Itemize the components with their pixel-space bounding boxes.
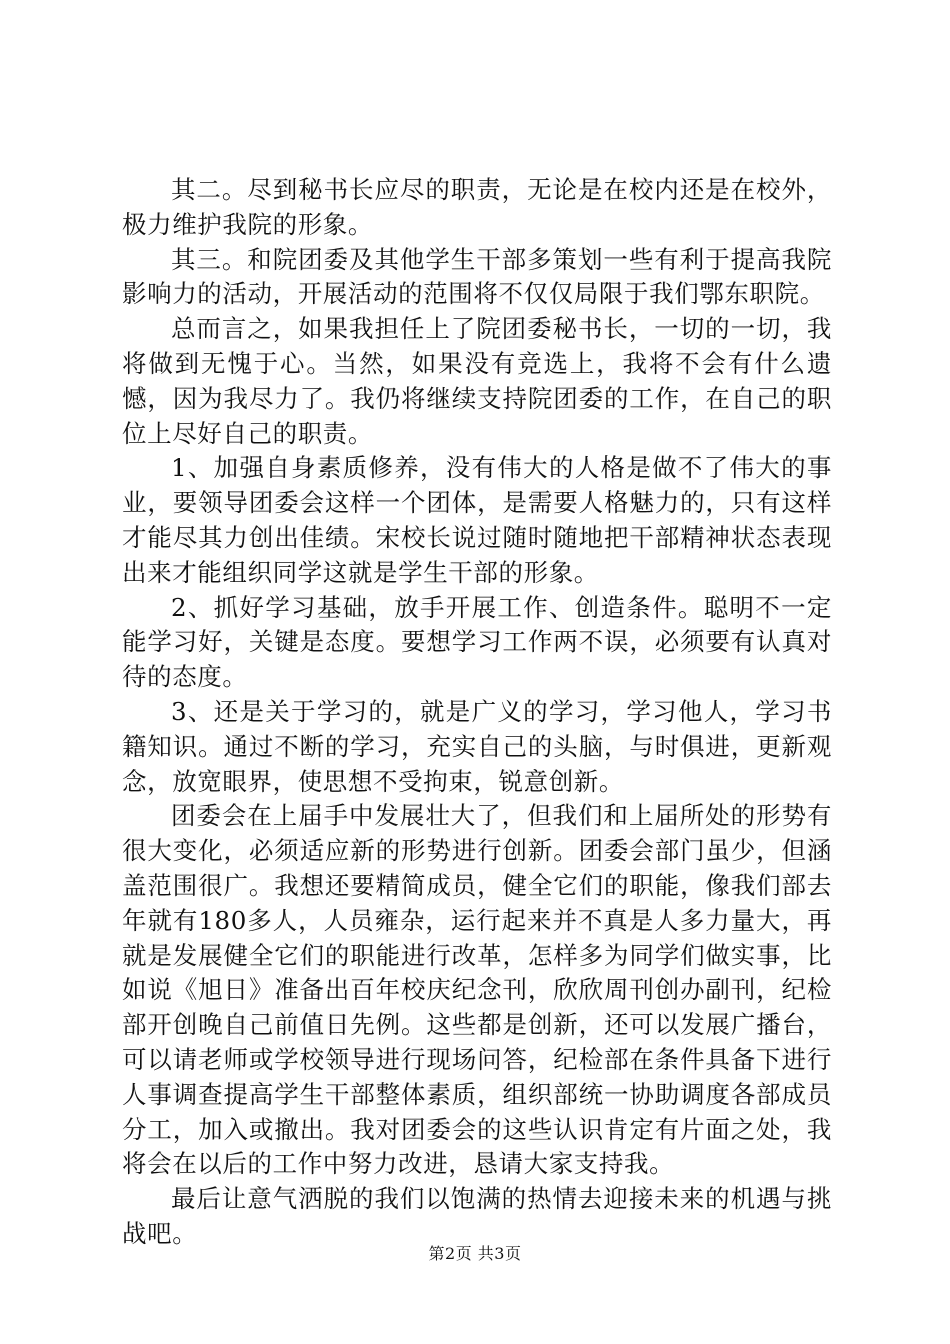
paragraph-2: 其三。和院团委及其他学生干部多策划一些有利于提高我院影响力的活动，开展活动的范围将不仅仅局限于我们鄂东职院。 bbox=[122, 244, 832, 309]
paragraph-4: 1、加强自身素质修养，没有伟大的人格是做不了伟大的事业，要领导团委会这样一个团体，是需要人格魅力的，只有这样才能尽其力创出佳绩。宋校长说过随时随地把干部精神状态表现出来才能组织同学这就是学生干部的形象。 bbox=[122, 453, 832, 587]
paragraph-6: 3、还是关于学习的，就是广义的学习，学习他人，学习书籍知识。通过不断的学习，充实自己的头脑，与时俱进，更新观念，放宽眼界，使思想不受拘束，锐意创新。 bbox=[122, 696, 832, 796]
paragraph-5: 2、抓好学习基础，放手开展工作、创造条件。聪明不一定能学习好，关键是态度。要想学习工作两不误，必须要有认真对待的态度。 bbox=[122, 592, 832, 692]
paragraph-8: 最后让意气洒脱的我们以饱满的热情去迎接未来的机遇与挑战吧。 bbox=[122, 1184, 832, 1248]
page-footer bbox=[0, 1243, 950, 1265]
page-indicator: 第2页 共3页 bbox=[428, 1244, 522, 1263]
paragraph-3: 总而言之，如果我担任上了院团委秘书长，一切的一切，我将做到无愧于心。当然，如果没有竞选上，我将不会有什么遗憾，因为我尽力了。我仍将继续支持院团委的工作，在自己的职位上尽好自己的职责。 bbox=[122, 314, 832, 448]
document-body bbox=[122, 173, 832, 1252]
paragraph-1: 其二。尽到秘书长应尽的职责，无论是在校内还是在校外，极力维护我院的形象。 bbox=[122, 175, 832, 239]
paragraph-7: 团委会在上届手中发展壮大了，但我们和上届所处的形势有很大变化，必须适应新的形势进行创新。团委会部门虽少，但涵盖范围很广。我想还要精简成员，健全它们的职能，像我们部去年就有180多人，人员雍杂，运行起来并不真是人多力量大，再就是发展健全它们的职能进行改革，怎样多为同学们做实事，比如说《旭日》准备出百年校庆纪念刊，欣欣周刊创办副刊，纪检部开创晚自己前值日先例。这些都是创新，还可以发展广播台，可以请老师或学校领导进行现场问答，纪检部在条件具备下进行人事调查提高学生干部整体素质，组织部统一协助调度各部成员分工，加入或撤出。我对团委会的这些认识肯定有片面之处，我将会在以后的工作中努力改进，恳请大家支持我。 bbox=[122, 801, 832, 1179]
